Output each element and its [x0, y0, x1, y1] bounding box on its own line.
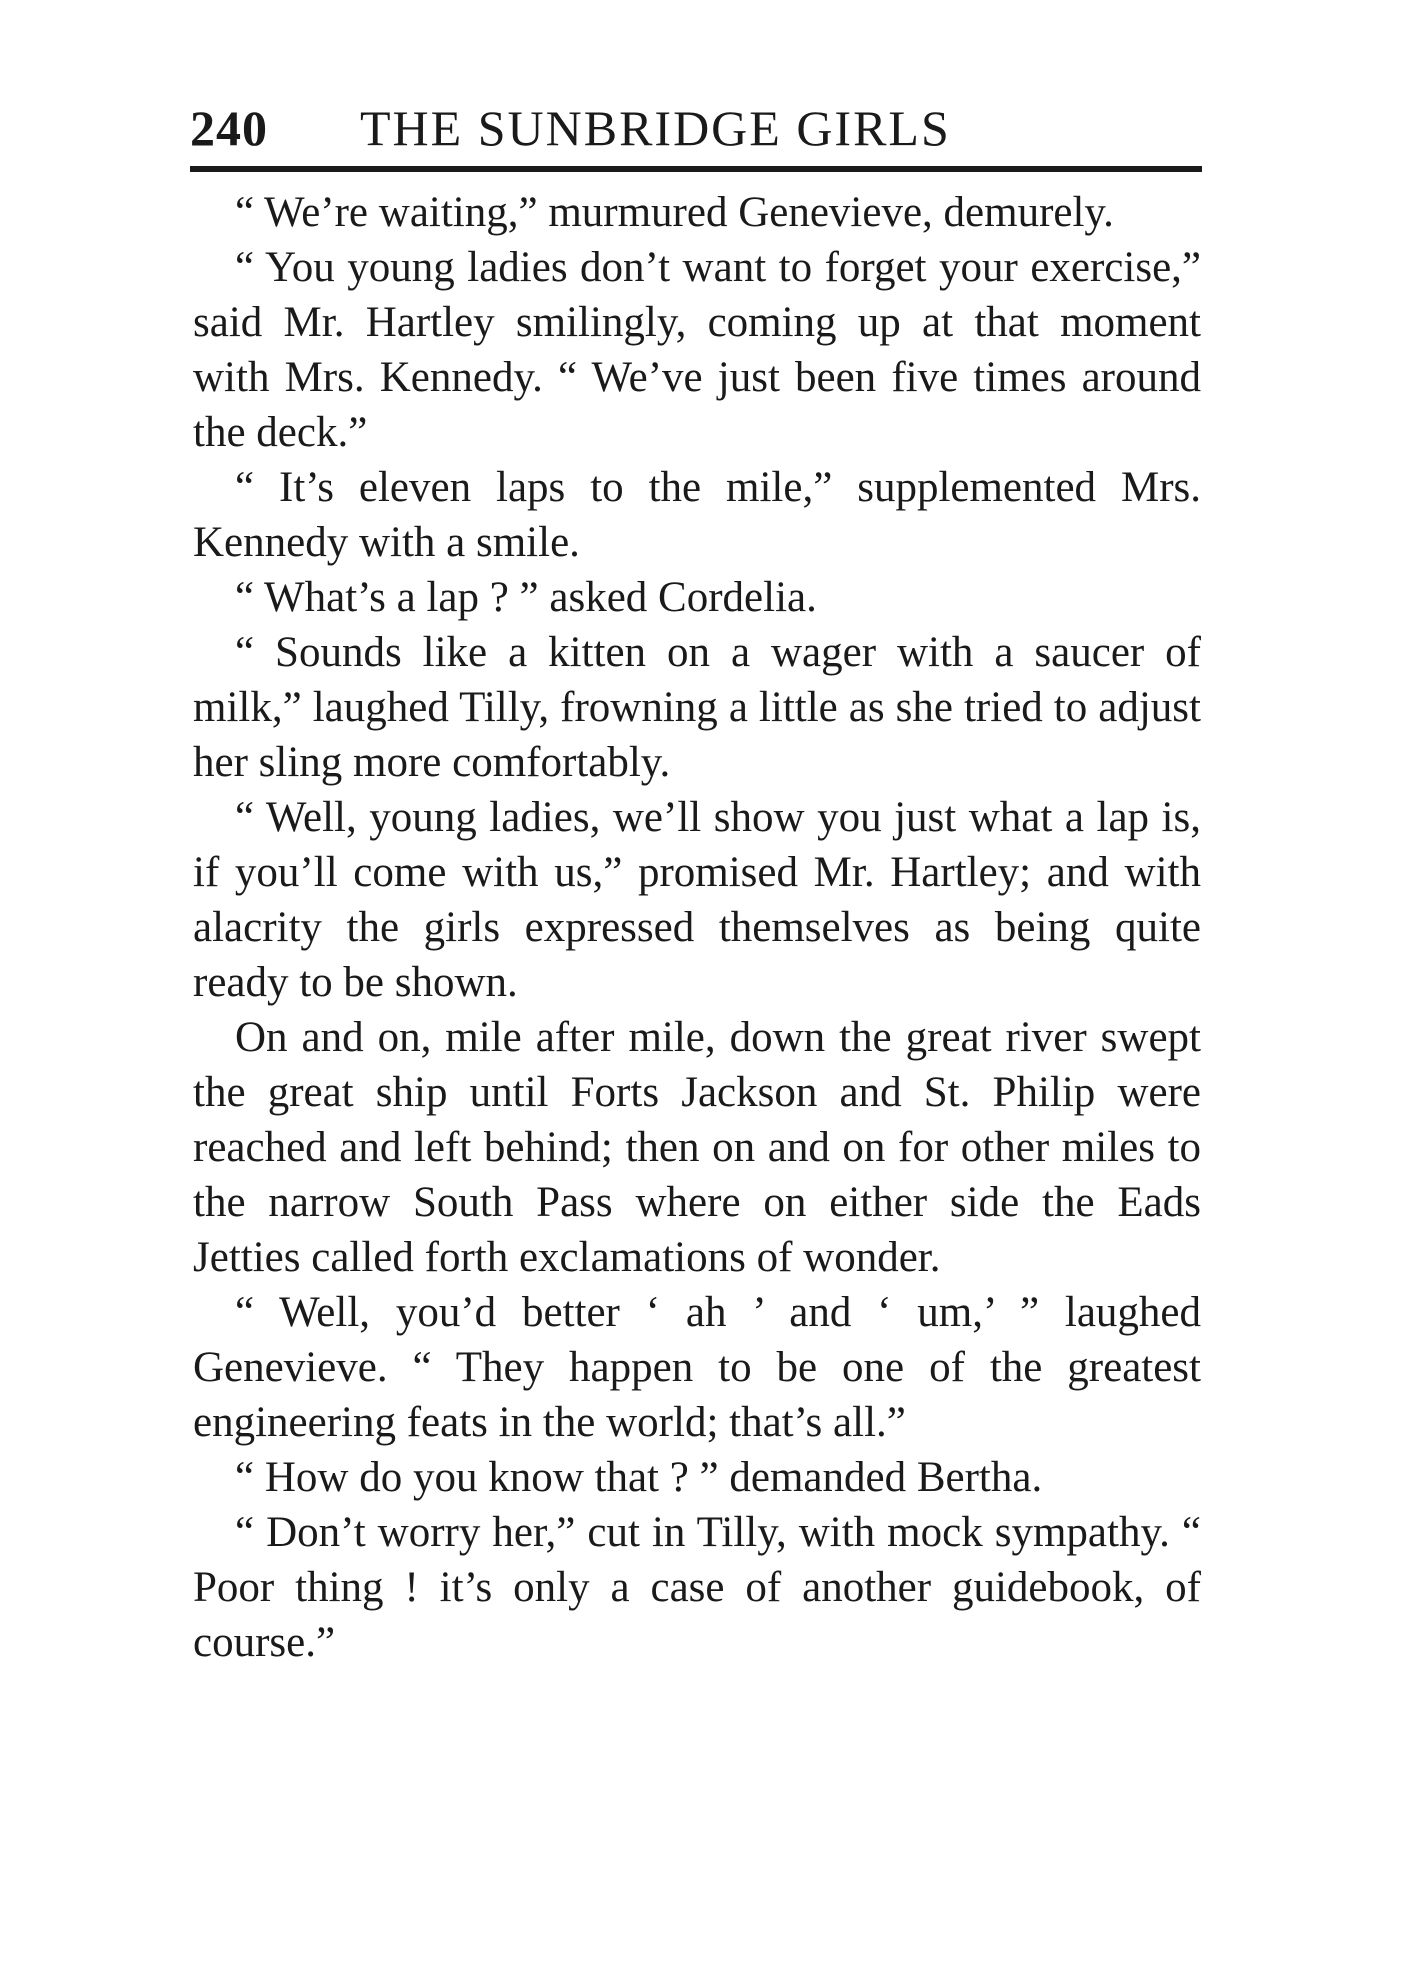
page-header [190, 96, 1202, 160]
paragraph: “ You young ladies don’t want to forget your exercise,” said Mr. Hartley smilingly, coming up at that moment with Mrs. Kennedy. “ We’ve just been five times around the deck.” [193, 244, 1201, 456]
paragraph: “ How do you know that ? ” demanded Bertha. [235, 1454, 1043, 1501]
paragraph: On and on, mile after mile, down the great river swept the great ship until Forts Jackson and St. Philip were reached and left behind; then on and on for other miles to the narrow South Pass where on either side the Eads Jetties called forth exclamations of wonder. [193, 1014, 1201, 1281]
paragraph: “ Well, young ladies, we’ll show you just what a lap is, if you’ll come with us,” promised Mr. Hartley; and with alacrity the girls expressed themselves as being quite ready to be shown. [193, 794, 1201, 1006]
paragraph: “ We’re waiting,” murmured Genevieve, demurely. [235, 189, 1114, 236]
paragraph: “ Well, you’d better ‘ ah ’ and ‘ um,’ ” laughed Genevieve. “ They happen to be one of the greatest engineering feats in the world; that’s all.” [193, 1289, 1201, 1446]
body-text [193, 185, 1201, 1670]
paragraph: “ Sounds like a kitten on a wager with a saucer of milk,” laughed Tilly, frowning a little as she tried to adjust her sling more comfortably. [193, 629, 1201, 786]
paragraph: “ It’s eleven laps to the mile,” supplemented Mrs. Kennedy with a smile. [193, 464, 1201, 566]
running-title: THE SUNBRIDGE GIRLS [360, 100, 951, 156]
paragraph: “ What’s a lap ? ” asked Cordelia. [235, 574, 817, 621]
paragraph: “ Don’t worry her,” cut in Tilly, with mock sympathy. “ Poor thing ! it’s only a case of another guidebook, of course.” [193, 1509, 1201, 1666]
page-number: 240 [190, 100, 268, 156]
header-rule [190, 166, 1202, 172]
